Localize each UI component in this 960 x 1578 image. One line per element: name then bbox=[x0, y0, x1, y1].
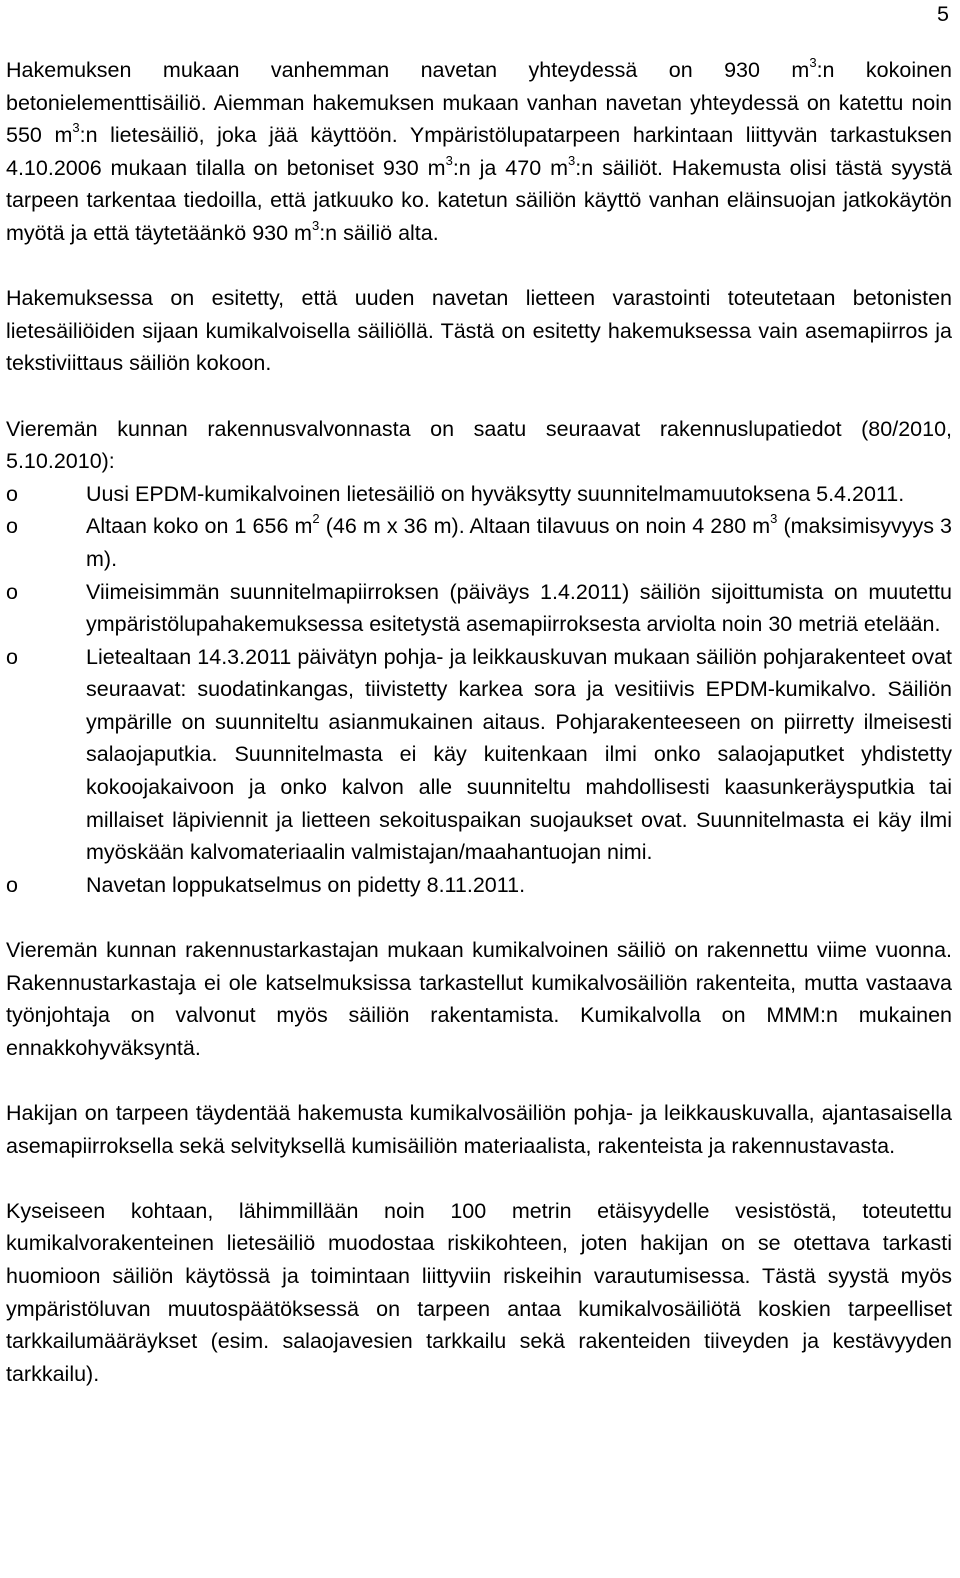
list-item bbox=[6, 510, 952, 575]
list-item bbox=[6, 576, 952, 641]
list-item bbox=[6, 641, 952, 869]
paragraph-building-inspector: Vieremän kunnan rakennustarkastajan mukaan kumikalvoinen säiliö on rakennettu viime vuonna. Rakennustarkastaja ei ole katselmuksissa tarkastellut kumikalvosäiliön rakenteita, mutta vastaava työnjohtaja on valvonut myös säiliön rakentamista. Kumikalvolla on MMM:n mukainen ennakkohyväksyntä. bbox=[6, 938, 952, 1060]
text-run: :n ja 470 m bbox=[452, 155, 568, 180]
list-item-text: Uusi EPDM-kumikalvoinen lietesäiliö on hyväksytty suunnitelmamuutoksena 5.4.2011. bbox=[86, 481, 905, 506]
text-run: :n säiliö alta. bbox=[319, 220, 439, 245]
superscript: 3 bbox=[809, 54, 817, 70]
list-item bbox=[6, 869, 952, 902]
bullet-marker: o bbox=[6, 514, 18, 539]
bullet-marker: o bbox=[6, 481, 18, 506]
paragraph-building-permit: Vieremän kunnan rakennusvalvonnasta on saatu seuraavat rakennuslupatiedot (80/2010, 5.10.2010): bbox=[6, 416, 952, 474]
paragraph-manure-tanks bbox=[6, 54, 952, 250]
superscript: 2 bbox=[312, 511, 320, 527]
bullet-marker: o bbox=[6, 872, 18, 897]
superscript: 3 bbox=[445, 152, 453, 168]
bullet-marker: o bbox=[6, 579, 18, 604]
text-run: :n kokoinen betonielementtisäiliö. Aiemman hakemuksen mukaan vanhan navetan yhteydessä on katettu noin 550 m bbox=[6, 58, 952, 148]
text-run: (46 m x 36 m). Altaan tilavuus on noin 4 280 m bbox=[319, 514, 771, 539]
text-run: Altaan koko on 1 656 m bbox=[86, 514, 313, 539]
document-body bbox=[6, 54, 952, 1390]
paragraph-applicant-supplement: Hakijan on tarpeen täydentää hakemusta kumikalvosäiliön pohja- ja leikkauskuvalla, ajantasaisella asemapiirroksella sekä selvityksellä kumisäiliön materiaalista, rakenteista ja rakennustavasta. bbox=[6, 1101, 952, 1158]
superscript: 3 bbox=[568, 152, 576, 168]
list-item-text: Lietealtaan 14.3.2011 päivätyn pohja- ja leikkauskuvan mukaan säiliön pohjarakenteet ovat seuraavat: suodatinkangas, tiivistetty karkea sora ja vesitiivis EPDM-kumikalvo. Säiliön ympärille on suunniteltu asianmukainen aitaus. Pohjarakenteeseen on piirretty ilmeisesti salaojaputkia. Suunnitelmasta ei käy kuitenkaan ilmi onko salaojaputket yhdistetty kokoojakaivoon ja onko kalvon alle suunniteltu mahdollisesti kaasunkeräysputkia tai millaiset läpiviennit ja lietteen sekoituspaikan suojaukset ovat. Suunnitelmasta ei käy ilmi myöskään kalvomateriaalin valmistajan/maahantuojan nimi. bbox=[86, 644, 952, 865]
list-item bbox=[6, 478, 952, 511]
text-run: :n säiliöt. Hakemusta olisi tästä syystä tarpeen tarkentaa tiedoilla, että jatkuuko ko. katetun säiliön käyttö vanhan eläinsuojan jatkokäytön myötä ja että täytetäänkö 930 m bbox=[6, 155, 952, 245]
bullet-marker: o bbox=[6, 644, 18, 669]
paragraph-risk-assessment: Kyseiseen kohtaan, lähimmillään noin 100 metrin etäisyydelle vesistöstä, toteutettu kumikalvorakenteinen lietesäiliö muodostaa riskikohteen, joten hakijan on se otettava tarkasti huomioon säiliön käytössä ja toimintaan liittyviin riskeihin varautumisessa. Tästä syystä myös ympäristöluvan muutospäätöksessä on tarpeen antaa kumikalvosäiliötä koskien tarpeelliset tarkkailumääräykset (esim. salaojavesien tarkkailu sekä rakenteiden tiiveyden ja kestävyyden tarkkailu). bbox=[6, 1198, 952, 1386]
text-run: (maksimisyvyys 3 m). bbox=[86, 514, 952, 571]
page-number: 5 bbox=[937, 2, 949, 26]
paragraph-rubber-membrane: Hakemuksessa on esitetty, että uuden navetan lietteen varastointi toteutetaan betonisten lietesäiliöiden sijaan kumikalvoisella säiliöllä. Tästä on esitetty hakemuksessa vain asemapiirros ja tekstiviittaus säiliön kokoon. bbox=[6, 286, 952, 376]
text-run: Hakemuksen mukaan vanhemman navetan yhteydessä on 930 m bbox=[6, 58, 810, 82]
text-run: :n lietesäiliö, joka jää käyttöön. Ympäristölupatarpeen harkintaan liittyvän tarkastuksen 4.10.2006 mukaan tilalla on betoniset 930 m bbox=[6, 123, 952, 180]
superscript: 3 bbox=[72, 120, 80, 136]
permit-details-list bbox=[6, 478, 952, 902]
superscript: 3 bbox=[770, 511, 778, 527]
list-item-text: Viimeisimmän suunnitelmapiirroksen (päiväys 1.4.2011) säiliön sijoittumista on muutettu ympäristölupahakemuksessa esitetystä asemapiirroksesta arviolta noin 30 metriä etelään. bbox=[86, 579, 952, 637]
list-item-text: Navetan loppukatselmus on pidetty 8.11.2011. bbox=[86, 872, 526, 897]
superscript: 3 bbox=[311, 217, 320, 233]
